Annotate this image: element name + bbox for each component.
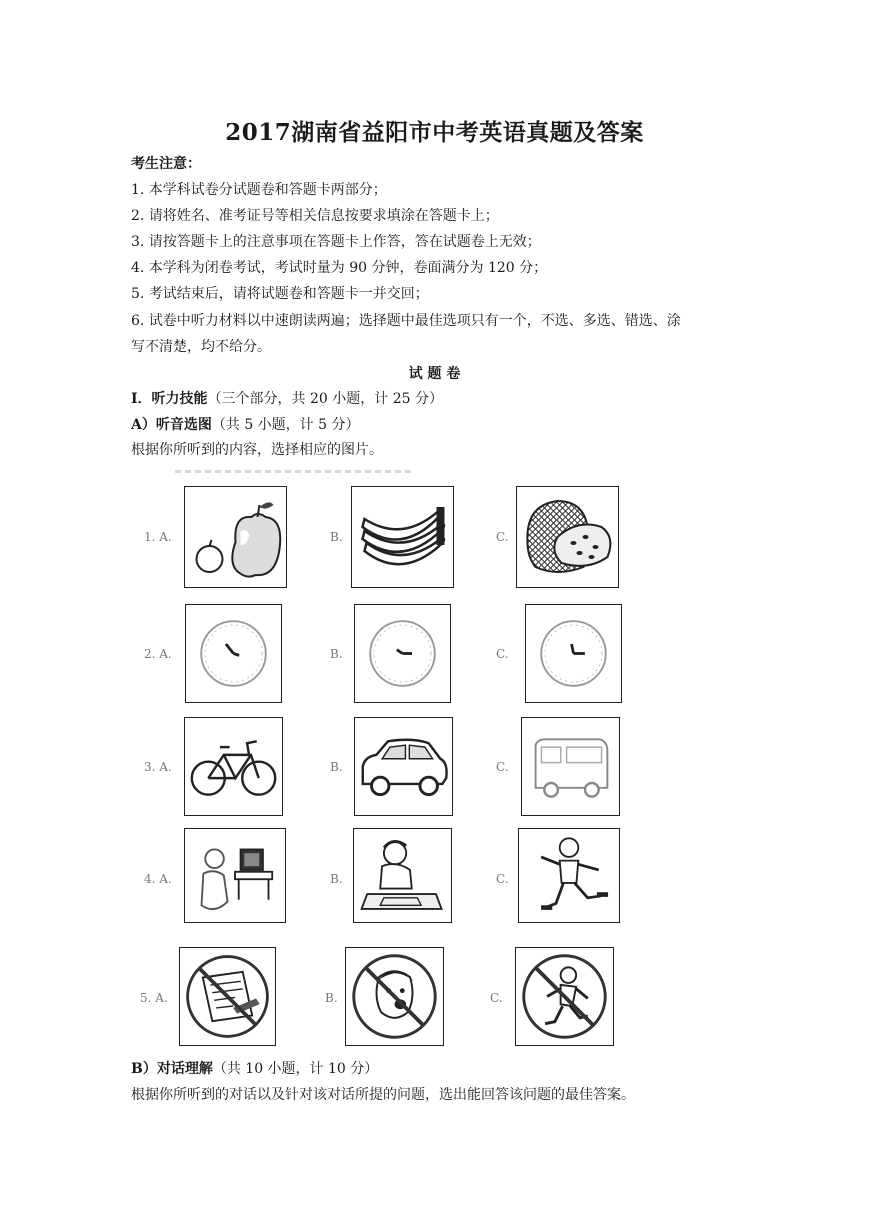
partA-instruction: 根据你所听到的内容，选择相应的图片。 — [131, 442, 383, 458]
partA-heading — [131, 415, 360, 435]
option-image — [515, 947, 614, 1046]
document-title: 2017湖南省益阳市中考英语真题及答案 — [225, 119, 644, 146]
notice-item: 5. 考试结束后，请将试题卷和答题卡一并交回； — [131, 286, 429, 302]
no-writing-sign-icon — [180, 948, 275, 1045]
partB-heading — [131, 1059, 378, 1079]
question-label: B. — [330, 530, 343, 544]
option-image — [518, 828, 620, 923]
no-shouting-sign-icon — [346, 948, 443, 1045]
apples-icon — [185, 487, 286, 587]
part1-heading — [131, 389, 443, 409]
option-image — [525, 604, 622, 703]
option-image — [184, 717, 283, 816]
notice-item: 6. 试卷中听力材料以中速朗读两遍；选择题中最佳选项只有一个，不选、多选、错选、涂 — [131, 313, 681, 329]
notice-item: 3. 请按答题卡上的注意事项在答题卡上作答，答在试题卷上无效； — [131, 234, 541, 250]
part1-heading-rest: （三个部分，共 20 小题，计 25 分） — [207, 391, 443, 407]
option-image — [351, 486, 454, 588]
question-label: B. — [330, 647, 343, 661]
option-image — [345, 947, 444, 1046]
question-label: C. — [496, 760, 509, 774]
notice-item: 2. 请将姓名、准考证号等相关信息按要求填涂在答题卡上； — [131, 208, 499, 224]
notice-item: 写不清楚，均不给分。 — [131, 339, 271, 355]
clock-icon — [526, 605, 621, 702]
option-image — [353, 828, 452, 923]
question-label: 2. A. — [144, 647, 172, 661]
question-label: B. — [330, 872, 343, 886]
question-label: C. — [496, 647, 509, 661]
question-label: B. — [330, 760, 343, 774]
question-label: 4. A. — [144, 872, 172, 886]
option-image — [184, 486, 287, 588]
notice-item: 4. 本学科为闭卷考试，考试时量为 90 分钟，卷面满分为 120 分； — [131, 260, 548, 276]
question-label: C. — [490, 991, 503, 1005]
computer-user-icon — [185, 829, 285, 922]
question-label: 1. A. — [144, 530, 172, 544]
running-boy-icon — [519, 829, 619, 922]
partA-heading-bold: A）听音选图 — [131, 417, 212, 433]
bicycle-icon — [185, 718, 282, 815]
notice-heading: 考生注意： — [131, 156, 201, 172]
question-label: B. — [325, 991, 338, 1005]
bananas-icon — [352, 487, 453, 587]
question-label: 3. A. — [144, 760, 172, 774]
section-title: 试 题 卷 — [408, 366, 461, 382]
partB-instruction: 根据你所听到的对话以及针对该对话所提的问题，选出能回答该问题的最佳答案。 — [131, 1087, 635, 1103]
scan-artifact — [175, 470, 415, 473]
option-image — [179, 947, 276, 1046]
option-image — [516, 486, 619, 588]
reading-boy-icon — [354, 829, 451, 922]
option-image — [354, 604, 451, 703]
question-label: 5. A. — [140, 991, 168, 1005]
question-label: C. — [496, 872, 509, 886]
clock-icon — [355, 605, 450, 702]
partB-heading-rest: （共 10 小题，计 10 分） — [212, 1061, 379, 1077]
partB-heading-bold: B）对话理解 — [131, 1061, 213, 1077]
car-icon — [355, 718, 452, 815]
no-running-sign-icon — [516, 948, 613, 1045]
option-image — [521, 717, 620, 816]
question-label: C. — [496, 530, 509, 544]
option-image — [184, 828, 286, 923]
clock-icon — [186, 605, 281, 702]
partA-heading-rest: （共 5 小题，计 5 分） — [211, 417, 360, 433]
option-image — [185, 604, 282, 703]
notice-item: 1. 本学科试卷分试题卷和答题卡两部分； — [131, 182, 387, 198]
melon-icon — [517, 487, 618, 587]
part1-heading-bold: Ⅰ．听力技能 — [131, 391, 208, 407]
option-image — [354, 717, 453, 816]
bus-icon — [522, 718, 619, 815]
